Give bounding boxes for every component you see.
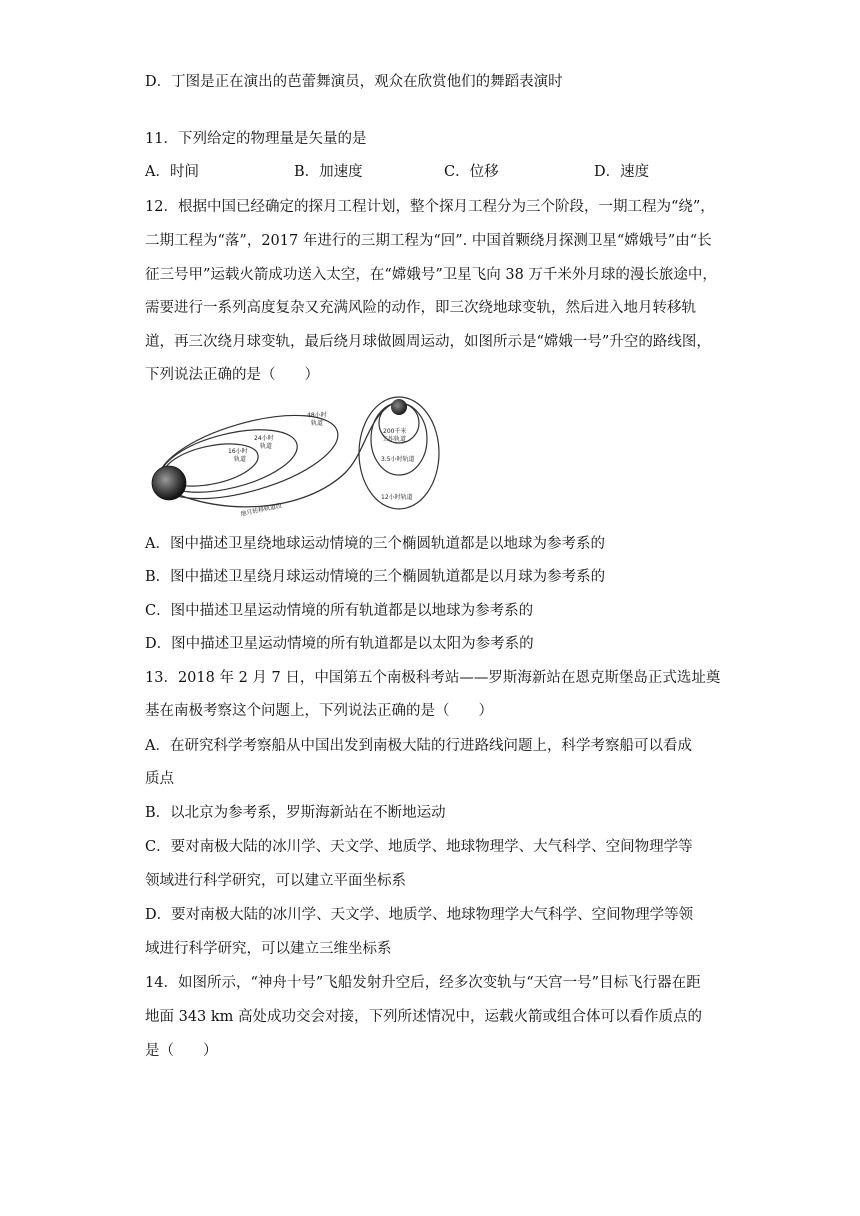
q13-option-line: B．以北京为参考系，罗斯海新站在不断地运动 [145, 805, 446, 821]
q11-option-a: A．时间 [145, 164, 199, 180]
label-24h: 24小时 [254, 435, 274, 442]
q12-option-a: A．图中描述卫星绕地球运动情境的三个椭圆轨道都是以地球为参考系的 [145, 536, 605, 552]
label-200km: 200千米 [383, 428, 407, 435]
q14-stem-line: 地面 343 km 高处成功交会对接，下列所述情况中，运载火箭或组合体可以看作质点的 [145, 1009, 703, 1025]
moon-icon [391, 399, 407, 415]
earth-icon [152, 466, 186, 500]
q12-option-d: D．图中描述卫星运动情境的所有轨道都是以太阳为参考系的 [145, 636, 534, 652]
q13-option-line: D．要对南极大陆的冰川学、天文学、地质学、地球物理学大气科学、空间物理学等领 [145, 907, 694, 923]
label-48h-b: 轨道 [311, 420, 324, 427]
q12-stem-line: 下列说法正确的是（ ） [145, 367, 319, 383]
label-24h-b: 轨道 [260, 443, 273, 450]
label-200km-b: 工作轨道 [382, 436, 407, 443]
q11-stem: 11．下列给定的物理量是矢量的是 [145, 131, 367, 147]
q12-option-b: B．图中描述卫星绕月球运动情境的三个椭圆轨道都是以月球为参考系的 [145, 569, 606, 585]
q10-option-d: D．丁图是正在演出的芭蕾舞演员，观众在欣赏他们的舞蹈表演时 [145, 74, 563, 90]
q12-stem-line: 12．根据中国已经确定的探月工程计划，整个探月工程分为三个阶段，一期工程为“绕”， [145, 199, 715, 215]
label-transfer: 地月转移轨道段 [239, 502, 283, 518]
q12-stem-line: 需要进行一系列高度复杂又充满风险的动作，即三次绕地球变轨，然后进入地月转移轨 [145, 300, 696, 316]
label-16h: 16小时 [228, 448, 248, 455]
q13-stem-line: 13．2018 年 2 月 7 日，中国第五个南极科考站——罗斯海新站在恩克斯堡岛正式选址奠 [145, 670, 721, 686]
q13-option-line: 质点 [145, 771, 174, 787]
q13-stem-line: 基在南极考察这个问题上，下列说法正确的是（ ） [145, 703, 493, 719]
q13-option-line: 领域进行科学研究，可以建立平面坐标系 [145, 873, 406, 889]
q13-option-line: C．要对南极大陆的冰川学、天文学、地质学、地球物理学、大气科学、空间物理学等 [145, 839, 693, 855]
q11-option-d: D．速度 [594, 164, 650, 180]
q12-stem-line: 征三号甲”运载火箭成功送入太空，在“嫦娥号”卫星飞向 38 万千米外月球的漫长旅途中， [145, 267, 717, 283]
label-48h: 48小时 [307, 412, 327, 419]
q12-option-c: C．图中描述卫星运动情境的所有轨道都是以地球为参考系的 [145, 603, 534, 619]
label-12h: 12小时轨道 [381, 494, 413, 501]
label-3-5h: 3.5小时轨道 [381, 456, 415, 463]
q11-option-c: C．位移 [444, 164, 499, 180]
q14-stem-line: 是（ ） [145, 1043, 218, 1059]
change1-route-diagram [145, 393, 455, 525]
q11-option-b: B．加速度 [294, 164, 363, 180]
q12-stem-line: 二期工程为“落”，2017 年进行的三期工程为“回”. 中国首颗绕月探测卫星“嫦娥号”由“长 [145, 233, 712, 249]
label-16h-b: 轨道 [234, 456, 247, 463]
q12-stem-line: 道，再三次绕月球变轨，最后绕月球做圆周运动，如图所示是“嫦娥一号”升空的路线图， [145, 334, 711, 350]
q13-option-line: A．在研究科学考察船从中国出发到南极大陆的行进路线问题上，科学考察船可以看成 [145, 738, 692, 754]
transfer-trajectory [165, 401, 397, 507]
q13-option-line: 域进行科学研究，可以建立三维坐标系 [145, 941, 392, 957]
q14-stem-line: 14．如图所示，“神舟十号”飞船发射升空后，经多次变轨与“天宫一号”目标飞行器在距 [145, 975, 701, 991]
